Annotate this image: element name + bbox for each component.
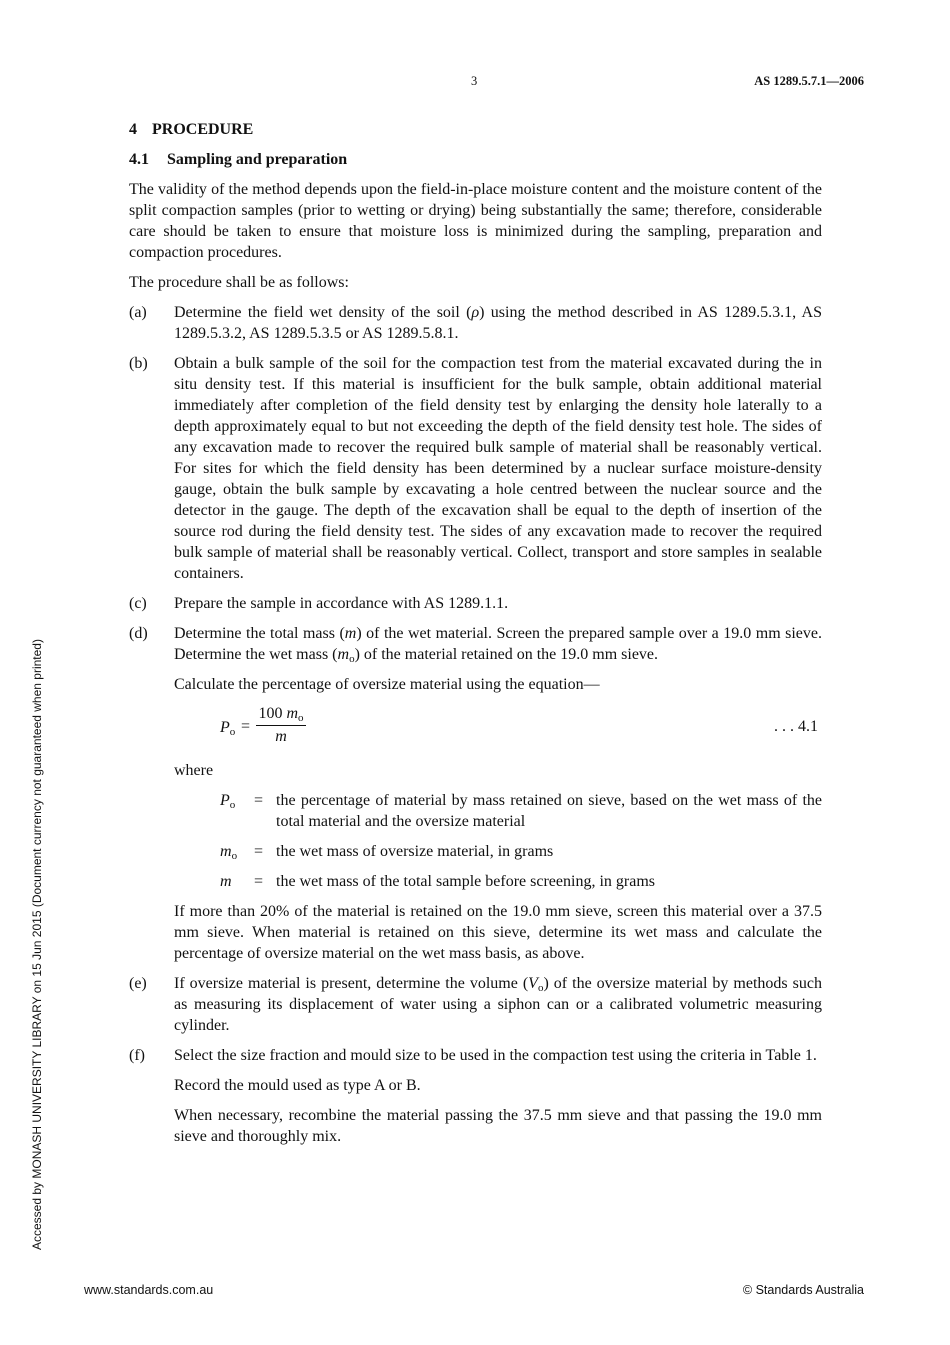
- section-heading: [129, 119, 822, 140]
- definition-symbol: m: [220, 873, 232, 890]
- definition-row: $P_o$ = the percentage of material by mass retained on sieve, based on the wet mass of the total material and the oversize material: [220, 792, 822, 830]
- section-title: PROCEDURE: [152, 121, 254, 138]
- procedure-item-f: [129, 1045, 822, 1147]
- procedure-item-b: [129, 353, 822, 584]
- oversize-note: If more than 20% of the material is retained on the 19.0 mm sieve, screen this material over a 37.5 mm sieve. When material is retained on this sieve, determine its wet mass and calculate the percentage of oversize material on the wet mass basis, as above.: [174, 903, 822, 962]
- subsection-title: Sampling and preparation: [167, 151, 348, 168]
- item-label: (f): [129, 1047, 145, 1064]
- equation-fraction: [256, 704, 306, 748]
- item-text: Determine the total mass (m) of the wet material. Screen the prepared sample over a 19.0 mm sieve. Determine the wet mass $(m_o)$ of the material retained on the 19.0 mm sieve.: [174, 625, 823, 665]
- item-text: ) of the oversize material by methods such as measuring its displacement of water using a siphon can or a calibrated volumetric measuring cylinder.: [174, 975, 822, 1034]
- symbol-definitions: [174, 790, 822, 892]
- item-text: ) using the method described in AS 1289.5.3.1, AS 1289.5.3.2, AS 1289.5.3.5 or AS 1289.5.8.1.: [174, 304, 822, 342]
- intro-paragraph: The validity of the method depends upon the field-in-place moisture content and the moisture content of the split compaction samples (prior to wetting or drying) being substantially the same; therefore, considerable care should be taken to ensure that moisture loss is minimized during the sampling, preparation and compaction procedures.: [129, 181, 822, 261]
- item-label: (e): [129, 975, 147, 992]
- definition-row: m = the wet mass of the total sample before screening, in grams: [220, 873, 655, 890]
- section-number: 4: [129, 121, 137, 138]
- standard-designation: AS 1289.5.7.1—2006: [754, 74, 864, 88]
- definition-symbol: $P_o$: [220, 792, 236, 811]
- page-body: [129, 119, 822, 1156]
- definition-row: $m_o$ = the wet mass of oversize material, in grams: [220, 843, 554, 862]
- definition-text: the wet mass of the total sample before screening, in grams: [276, 873, 655, 890]
- definition-text: the percentage of material by mass retained on sieve, based on the wet mass of the total material and the oversize material: [276, 792, 822, 830]
- where-label: where: [174, 762, 214, 779]
- item-label: (a): [129, 304, 147, 321]
- item-text: Prepare the sample in accordance with AS 1289.1.1.: [174, 595, 509, 612]
- procedure-item-d: [129, 623, 822, 964]
- calculation-intro: Calculate the percentage of oversize material using the equation—: [174, 676, 600, 693]
- definition-text: the wet mass of oversize material, in grams: [276, 843, 554, 860]
- subsection-number: 4.1: [129, 151, 149, 168]
- equation-lhs: $P_o$: [220, 719, 236, 738]
- procedure-item-c: [129, 593, 822, 614]
- item-text: Record the mould used as type A or B.: [174, 1077, 421, 1094]
- footer-publisher: © Standards Australia: [742, 1283, 864, 1297]
- item-text: Determine the field wet density of the soil (: [174, 304, 472, 321]
- procedure-item-e: (e) If oversize material is present, determine the volume $(V_o)$ of the oversize material by methods such as measuring its displacement of water using a siphon can or a calibrated volumetric measuring cylinder.: [129, 975, 822, 1034]
- item-text: Obtain a bulk sample of the soil for the compaction test from the material excavated during the in situ density test. If this material is insufficient for the bulk sample, obtain additional material immediately after completion of the field density test by enlarging the density hole laterally to a depth approximately equal to but not exceeding the depth of the field density test hole. The sides of any excavation made to recover the required bulk sample of material shall be reasonably vertical. For sites for which the field density has been determined by a nuclear surface moisture-density gauge, obtain the bulk sample by excavating a hole centred between the nuclear source and the detector in the gauge. The depth of the excavation shall be equal to the depth of insertion of the source rod during the field density test. The sides of any excavation made to recover the required bulk sample of material shall be reasonably vertical. Collect, transport and store samples in sealable containers.: [174, 355, 822, 582]
- fraction-numerator: 100 $m_o$: [256, 704, 306, 726]
- procedure-item-a: [129, 302, 822, 344]
- access-watermark: Accessed by MONASH UNIVERSITY LIBRARY on 15 Jun 2015 (Document currency not guaranteed when printed): [30, 639, 44, 1250]
- item-label: (b): [129, 355, 148, 372]
- rho-symbol: ρ: [471, 304, 480, 321]
- lead-in-paragraph: The procedure shall be as follows:: [129, 274, 349, 291]
- equation-4-1: [174, 704, 822, 754]
- item-text: When necessary, recombine the material passing the 37.5 mm sieve and that passing the 19.0 mm sieve and thoroughly mix.: [174, 1107, 822, 1145]
- page-number: 3: [471, 74, 478, 88]
- item-label: (c): [129, 595, 147, 612]
- equation-number: . . . 4.1: [774, 718, 818, 735]
- footer-website-link[interactable]: www.standards.com.au: [84, 1283, 214, 1297]
- item-text: If oversize material is present, determine the volume (: [174, 975, 529, 992]
- item-label: (d): [129, 625, 148, 642]
- item-text: Select the size fraction and mould size to be used in the compaction test using the criteria in Table 1.: [174, 1047, 817, 1064]
- subsection-heading: [129, 149, 822, 170]
- fraction-denominator: m: [275, 728, 287, 745]
- equals-sign: =: [241, 718, 251, 735]
- definition-symbol: $m_o$: [220, 843, 238, 862]
